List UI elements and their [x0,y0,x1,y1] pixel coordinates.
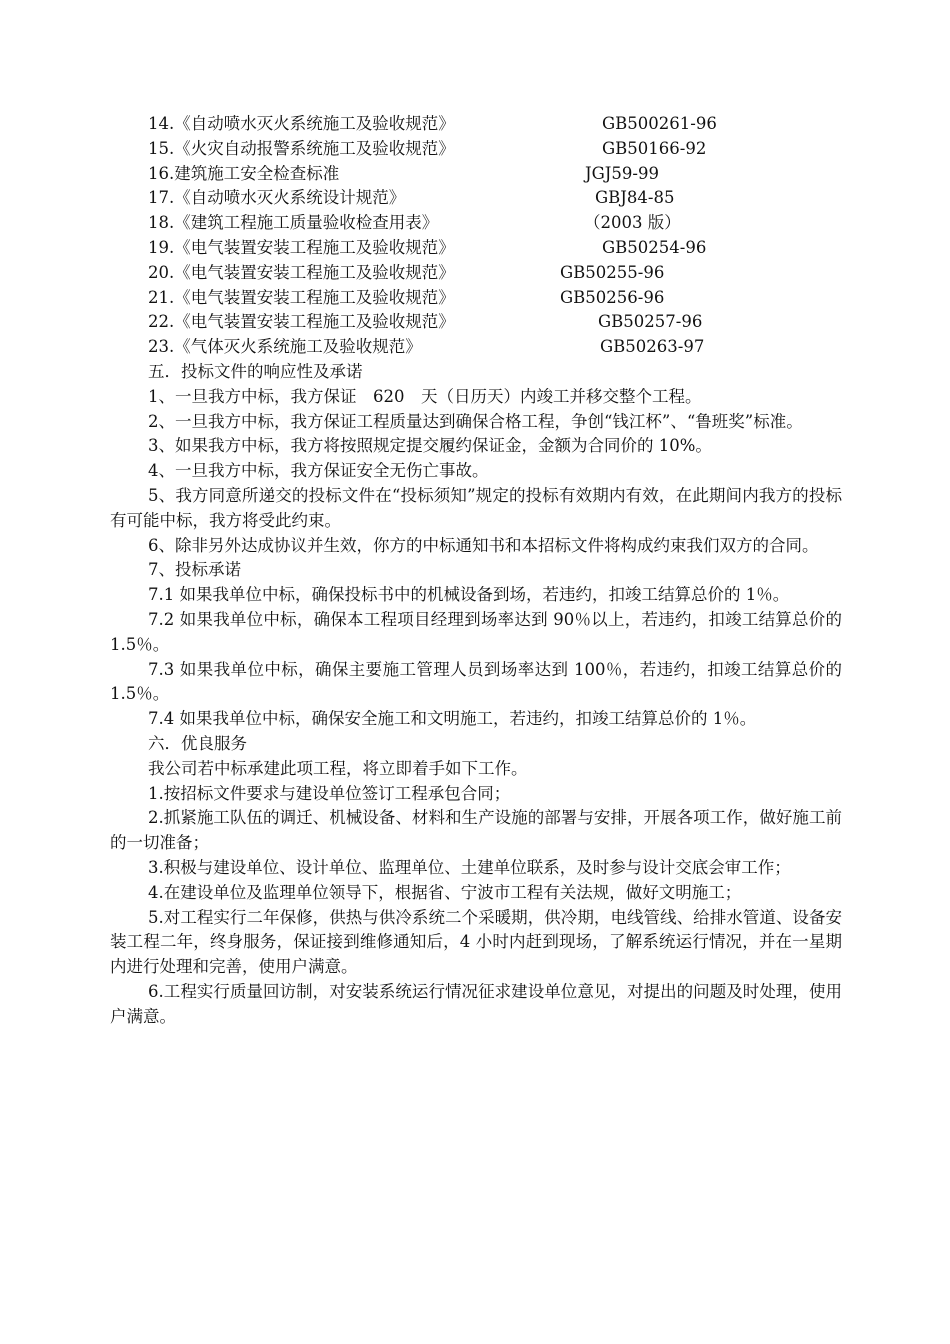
reference-item [110,112,842,137]
reference-code: GB50256-96 [560,287,665,307]
document-body [110,112,842,1029]
reference-title: 20.《电气装置安装工程施工及验收规范》 [148,262,455,282]
paragraph: 7.4 如果我单位中标，确保安全施工和文明施工，若违约，扣竣工结算总价的 1％。 [148,709,757,729]
paragraph: 我公司若中标承建此项工程，将立即着手如下工作。 [148,758,528,778]
reference-item [110,211,842,236]
reference-code: GBJ84-85 [595,188,675,208]
paragraph: 7.1 如果我单位中标，确保投标书中的机械设备到场，若违约，扣竣工结算总价的 1％。 [148,585,790,605]
reference-code: GB50255-96 [560,262,665,282]
reference-title: 14.《自动喷水灭火系统施工及验收规范》 [148,114,455,133]
reference-list [110,112,842,360]
section-commitment [110,360,842,732]
reference-code: GB500261-96 [602,114,717,133]
reference-code: GB50254-96 [602,237,707,257]
reference-title: 23.《气体灭火系统施工及验收规范》 [148,337,422,357]
reference-code: GB50257-96 [598,312,703,332]
reference-item [110,286,842,311]
reference-item [110,186,842,211]
paragraph: 2、一旦我方中标，我方保证工程质量达到确保合格工程，争创“钱江杯”、“鲁班奖”标准。 [148,411,803,431]
paragraph: 6、除非另外达成协议并生效，你方的中标通知书和本招标文件将构成约束我们双方的合同。 [148,535,819,555]
reference-code: （2003 版） [584,213,681,233]
paragraph: 7.3 如果我单位中标，确保主要施工管理人员到场率达到 100％，若违约，扣竣工结算总价的 1.5％。 [110,659,842,704]
paragraph: 4.在建设单位及监理单位领导下，根据省、宁波市工程有关法规，做好文明施工； [148,882,742,902]
reference-title: 15.《火灾自动报警系统施工及验收规范》 [148,138,455,158]
paragraph: 1.按招标文件要求与建设单位签订工程承包合同； [148,783,511,803]
paragraph: 3、如果我方中标，我方将按照规定提交履约保证金，金额为合同价的 10%。 [148,436,712,456]
paragraph: 4、一旦我方中标，我方保证安全无伤亡事故。 [148,461,489,481]
paragraph: 3.积极与建设单位、设计单位、监理单位、土建单位联系，及时参与设计交底会审工作； [148,857,791,877]
reference-item [110,137,842,162]
paragraph: 7.2 如果我单位中标，确保本工程项目经理到场率达到 90％以上，若违约，扣竣工结算总价的 1.5％。 [110,609,842,654]
reference-item [110,162,842,187]
section-service [110,732,842,1030]
reference-title: 22.《电气装置安装工程施工及验收规范》 [148,312,455,332]
reference-code: GB50263-97 [600,337,705,357]
paragraph: 6.工程实行质量回访制，对安装系统运行情况征求建设单位意见，对提出的问题及时处理，使用户满意。 [110,981,842,1026]
reference-title: 16.建筑施工安全检查标准 [148,163,340,183]
paragraph: 5、我方同意所递交的投标文件在“投标须知”规定的投标有效期内有效，在此期间内我方的投标有可能中标，我方将受此约束。 [110,485,842,530]
reference-title: 19.《电气装置安装工程施工及验收规范》 [148,237,455,257]
reference-title: 21.《电气装置安装工程施工及验收规范》 [148,287,455,307]
reference-code: JGJ59-99 [585,163,659,183]
reference-item [110,261,842,286]
sub-heading: 7、投标承诺 [148,560,241,580]
paragraph: 5.对工程实行二年保修，供热与供冷系统二个采暖期，供冷期，电线管线、给排水管道、设备安装工程二年，终身服务，保证接到维修通知后，4 小时内赶到现场，了解系统运行情况，并在一星期内进行处理和完善，使用户满意。 [110,907,842,977]
reference-item [110,310,842,335]
reference-title: 18.《建筑工程施工质量验收检查用表》 [148,213,439,233]
reference-title: 17.《自动喷水灭火系统设计规范》 [148,188,406,208]
paragraph: 1、一旦我方中标，我方保证 620 天（日历天）内竣工并移交整个工程。 [148,386,702,406]
reference-item [110,236,842,261]
reference-item [110,335,842,360]
reference-code: GB50166-92 [602,138,707,158]
paragraph: 2.抓紧施工队伍的调迁、机械设备、材料和生产设施的部署与安排，开展各项工作，做好施工前的一切准备； [110,808,842,853]
section-heading: 六．优良服务 [148,733,247,753]
section-heading: 五．投标文件的响应性及承诺 [148,361,363,381]
